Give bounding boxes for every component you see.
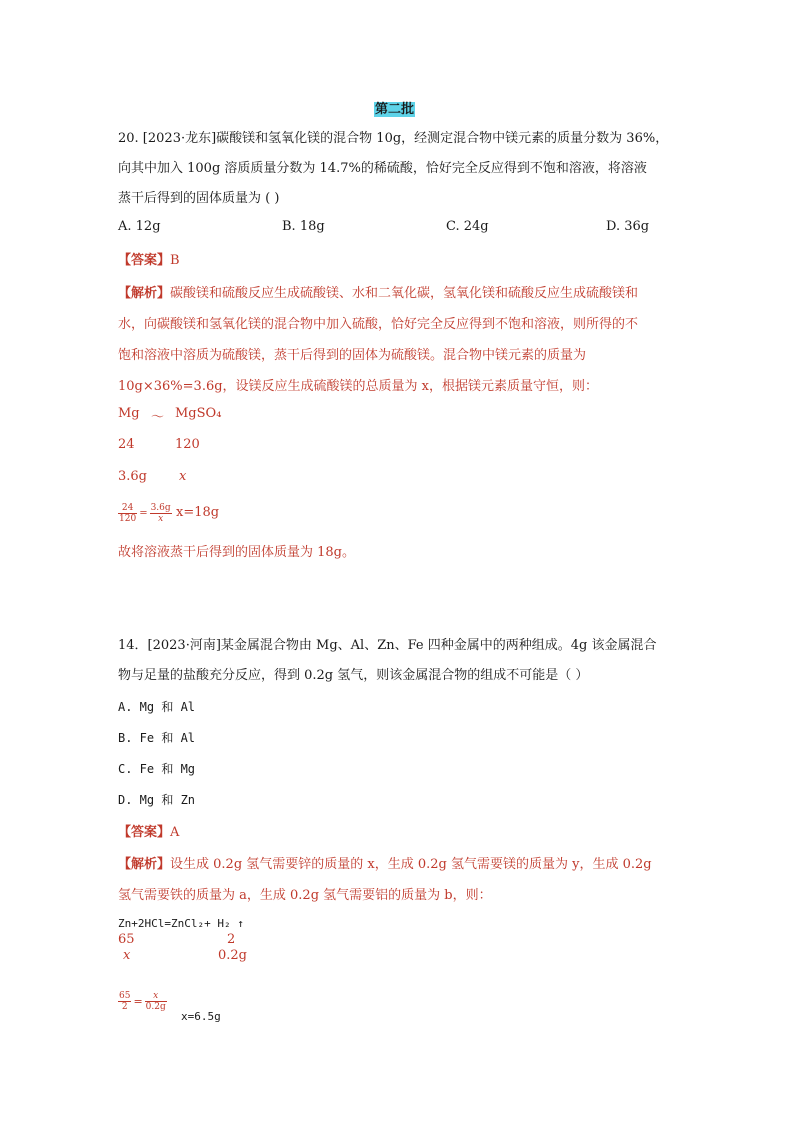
q14-option-c: C. Fe 和 Mg xyxy=(118,762,196,776)
q14-equation: Zn+2HCl=ZnCl₂+ H₂ ↑ xyxy=(118,917,244,930)
fraction-right xyxy=(145,991,167,1012)
fraction-num: 24 xyxy=(118,503,137,514)
calc-3-6g: 3.6g xyxy=(118,469,147,484)
fraction-den: 120 xyxy=(119,514,137,524)
calc-proportion: $\frac{24}{120}$ = $\frac{3.6g}{x}$ xyxy=(119,503,171,524)
q20-option-b: B. 18g xyxy=(282,219,325,234)
fraction-den: 0.2g xyxy=(145,1002,166,1012)
q20-option-d: D. 36g xyxy=(606,219,650,234)
answer-value: B xyxy=(170,253,180,268)
q14-option-d: D. Mg 和 Zn xyxy=(118,793,196,807)
q20-analysis-line-3: 饱和溶液中溶质为硫酸镁，蒸干后得到的固体为硫酸镁。混合物中镁元素的质量为 xyxy=(118,348,587,363)
q20-option-a: A. 12g xyxy=(118,219,161,234)
answer-value: A xyxy=(170,825,180,840)
analysis-text: 设生成 0.2g 氢气需要锌的质量的 x，生成 0.2g 氢气需要镁的质量为 y，生成 0.2g xyxy=(170,857,652,872)
q14-answer xyxy=(118,821,179,840)
fraction-den: x xyxy=(158,514,164,524)
section-heading: 第二批 xyxy=(375,102,415,117)
q14-eq-0-2g: 0.2g xyxy=(218,948,247,963)
q20-stem-line-3: 蒸干后得到的固体质量为 ( ) xyxy=(118,191,280,206)
q14-proportion: $\frac{65}{2}$ = $\frac{x}{0.2g}$ xyxy=(119,991,166,1012)
q14-analysis-line-2: 氢气需要铁的质量为 a，生成 0.2g 氢气需要铝的质量为 b，则： xyxy=(118,888,492,903)
q20-answer xyxy=(118,249,180,268)
fraction-num: 3.6g xyxy=(150,503,171,513)
fraction-num: x xyxy=(145,991,167,1002)
q14-result: x=6.5g xyxy=(181,1010,221,1023)
q14-stem-line-1: 14．[2023·河南]某金属混合物由 Mg、Al、Zn、Fe 四种金属中的两种组成。4g 该金属混合 xyxy=(118,638,657,653)
analysis-label: 【解析】 xyxy=(118,286,171,301)
calc-24: 24 xyxy=(118,437,135,452)
q14-analysis-line-1 xyxy=(118,853,652,872)
calc-result: x=18g xyxy=(176,505,220,520)
answer-label: 【答案】 xyxy=(118,825,171,840)
q20-conclusion: 故将溶液蒸干后得到的固体质量为 18g。 xyxy=(118,545,355,560)
q14-eq-65: 65 xyxy=(118,932,135,947)
calc-120: 120 xyxy=(175,437,200,452)
analysis-label: 【解析】 xyxy=(118,857,171,872)
q14-stem-line-2: 物与足量的盐酸充分反应，得到 0.2g 氢气，则该金属混合物的组成不可能是（ ） xyxy=(118,668,589,683)
fraction-num: 65 xyxy=(119,991,131,1001)
fraction-right xyxy=(150,503,172,524)
calc-mgso4: MgSO₄ xyxy=(175,406,222,421)
fraction-den: 2 xyxy=(121,1002,128,1012)
answer-label: 【答案】 xyxy=(118,253,171,268)
q20-option-c: C. 24g xyxy=(446,219,489,234)
q20-analysis-line-4: 10g×36%=3.6g，设镁反应生成硫酸镁的总质量为 x，根据镁元素质量守恒，则： xyxy=(118,379,599,394)
q14-option-b: B. Fe 和 Al xyxy=(118,731,196,745)
q20-stem-line-2: 向其中加入 100g 溶质质量分数为 14.7%的稀硫酸，恰好完全反应得到不饱和溶液，将溶液 xyxy=(118,161,647,176)
calc-mg: Mg xyxy=(118,406,140,421)
calc-tilde: ～ xyxy=(151,410,165,425)
calc-x: x xyxy=(179,469,187,484)
q20-stem-line-1: 20. [2023·龙东]碳酸镁和氢氧化镁的混合物 10g，经测定混合物中镁元素的质量分数为 36%， xyxy=(118,131,669,146)
fraction-left xyxy=(118,991,131,1012)
q20-analysis-line-2: 水，向碳酸镁和氢氧化镁的混合物中加入硫酸，恰好完全反应得到不饱和溶液，则所得的不 xyxy=(118,317,639,332)
fraction-left xyxy=(118,503,137,524)
analysis-text: 碳酸镁和硫酸反应生成硫酸镁、水和二氧化碳，氢氧化镁和硫酸反应生成硫酸镁和 xyxy=(170,286,639,301)
q20-analysis-line-1 xyxy=(118,282,638,301)
q14-eq-x: x xyxy=(123,948,131,963)
q14-option-a: A. Mg 和 Al xyxy=(118,700,196,714)
q14-eq-2: 2 xyxy=(227,932,236,947)
